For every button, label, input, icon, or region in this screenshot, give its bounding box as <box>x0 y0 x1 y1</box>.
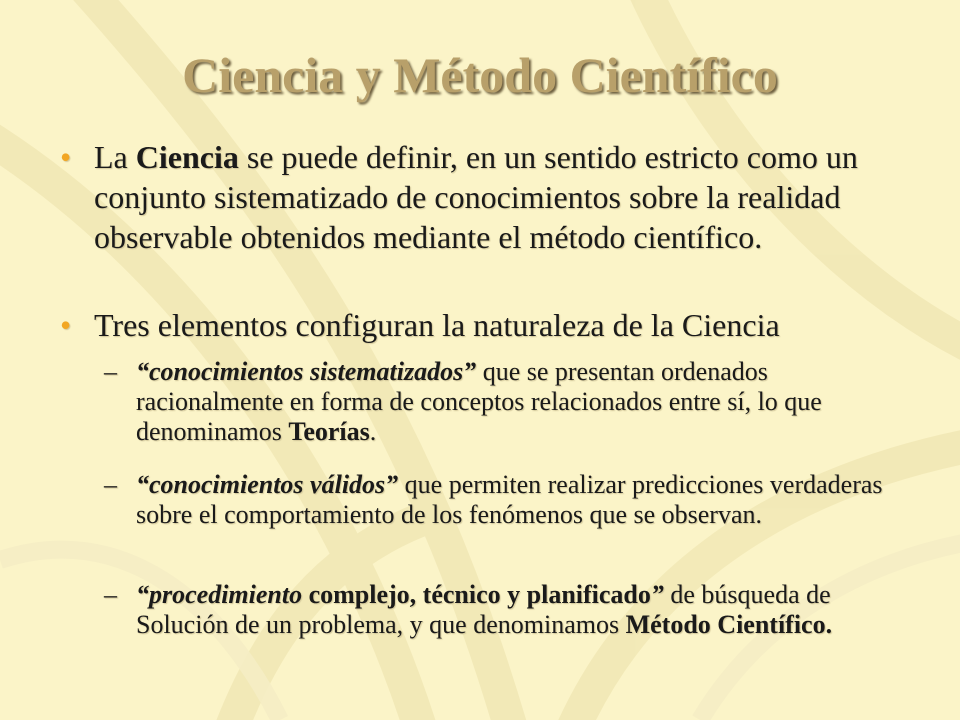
slide-title: Ciencia y Método Científico <box>182 47 778 103</box>
term-teorias: Teorías <box>288 417 370 446</box>
sub-item-sistematizados: – “conocimientos sistematizados” que se presentan ordenados racionalmente en forma de conceptos relacionados entre sí, lo que denominamos Teorías. <box>104 357 822 446</box>
term-metodo-cientifico: Método Científico. <box>625 610 833 639</box>
dash-marker: – <box>104 580 117 609</box>
sub-item-procedimiento: – “procedimiento complejo, técnico y planificado” de búsqueda de Solución de un problema, y que denominamos Método Científico. <box>104 580 833 639</box>
term-ciencia: Ciencia <box>135 139 239 175</box>
term-procedimiento: “procedimiento <box>136 580 303 609</box>
bullet-elements: • Tres elementos configuran la naturaleza de la Ciencia <box>60 307 780 343</box>
bullet-definition: • La Ciencia se puede definir, en un sentido estricto como un conjunto sistematizado de conocimientos sobre la realidad observable obtenidos mediante el método científico. <box>60 139 858 255</box>
bullet-dot-icon: • <box>60 139 72 175</box>
sub-item-validos: – “conocimientos válidos” que permiten realizar predicciones verdaderas sobre el comportamiento de los fenómenos que se observan. <box>104 470 883 529</box>
bullet-dot-icon: • <box>60 307 72 343</box>
term-complejo-tecnico-planificado: complejo, técnico y planificado <box>302 580 651 609</box>
dash-marker: – <box>104 470 117 499</box>
dash-marker: – <box>104 357 117 386</box>
term-conocimientos-sistematizados: “conocimientos sistematizados” <box>136 357 477 386</box>
term-conocimientos-validos: “conocimientos válidos” <box>136 470 399 499</box>
